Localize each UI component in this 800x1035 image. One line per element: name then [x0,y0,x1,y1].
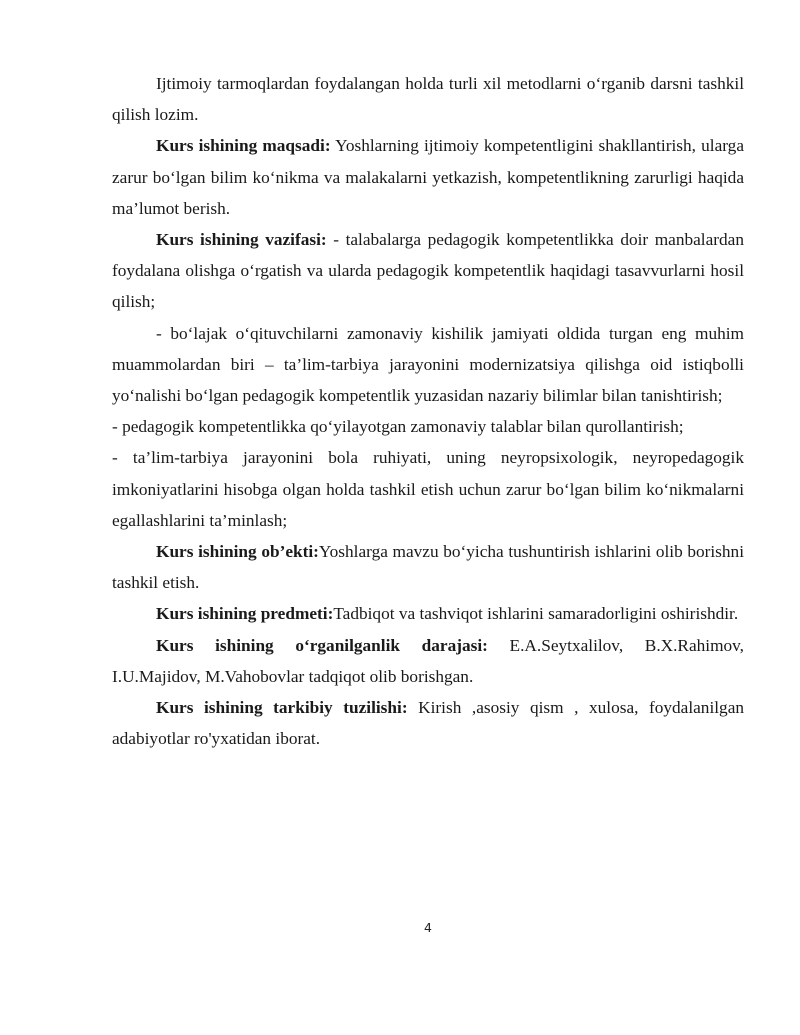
paragraph-tasks: Kurs ishining vazifasi: - talabalarga pedagogik kompetentlikka doir manbalardan foydalana olishga o‘rgatish va ularda pedagogik kompetentlik haqidagi tasavvurlarni hosil qilish; [112,230,744,312]
object-label: Kurs ishining ob’ekti: [156,542,319,562]
document-body [112,68,744,754]
page-number: 4 [424,920,432,935]
goal-label: Kurs ishining maqsadi: [156,136,331,156]
paragraph-study-degree: Kurs ishining o‘rganilganlik darajasi: E.A.Seytxalilov, B.X.Rahimov, I.U.Majidov, M.Vahobovlar tadqiqot olib borishgan. [112,635,744,686]
structure-label: Kurs ishining tarkibiy tuzilishi: [156,698,408,718]
paragraph-subject: Kurs ishining predmeti:Tadbiqot va tashviqot ishlarini samaradorligini oshirishdir. [156,604,739,624]
paragraph-object: Kurs ishining ob’ekti:Yoshlarga mavzu bo‘yicha tushuntirish ishlarini olib borishni tashkil etish. [112,542,744,593]
tasks-label: Kurs ishining vazifasi: [156,230,327,250]
paragraph-structure: Kurs ishining tarkibiy tuzilishi: Kirish ,asosiy qism , xulosa, foydalanilgan adabiyotlar ro'yxatidan iborat. [112,698,745,749]
paragraph-task-process: - ta’lim-tarbiya jarayonini bola ruhiyati, uning neyropsixologik, neyropedagogik imkoniyatlarini hisobga olgan holda tashkil etish uchun zarur bo‘lgan bilim ko‘nikmalarni egallashlarini ta’minlash; [112,448,744,530]
study-degree-label: Kurs ishining o‘rganilganlik darajasi: [156,635,488,655]
paragraph-task-requirements: - pedagogik kompetentlikka qo‘yilayotgan zamonaviy talablar bilan qurollantirish; [112,417,684,437]
paragraph-task-future-teachers: - bo‘lajak o‘qituvchilarni zamonaviy kishilik jamiyati oldida turgan eng muhim muammolardan biri – ta’lim-tarbiya jarayonini modernizatsiya qilishga oid istiqbolli yo‘nalishi bo‘lgan pedagogik kompetentlik yuzasidan nazariy bilimlar bilan tanishtirish; [112,323,744,406]
paragraph-intro: Ijtimoiy tarmoqlardan foydalangan holda turli xil metodlarni o‘rganib darsni tashkil qilish lozim. [112,74,744,125]
paragraph-goal: Kurs ishining maqsadi: Yoshlarning ijtimoiy kompetentligini shakllantirish, ularga zarur bo‘lgan bilim ko‘nikma va malakalarni yetkazish, kompetentlikning zarurligi haqida ma’lumot berish. [112,136,744,218]
subject-label: Kurs ishining predmeti: [156,604,334,624]
